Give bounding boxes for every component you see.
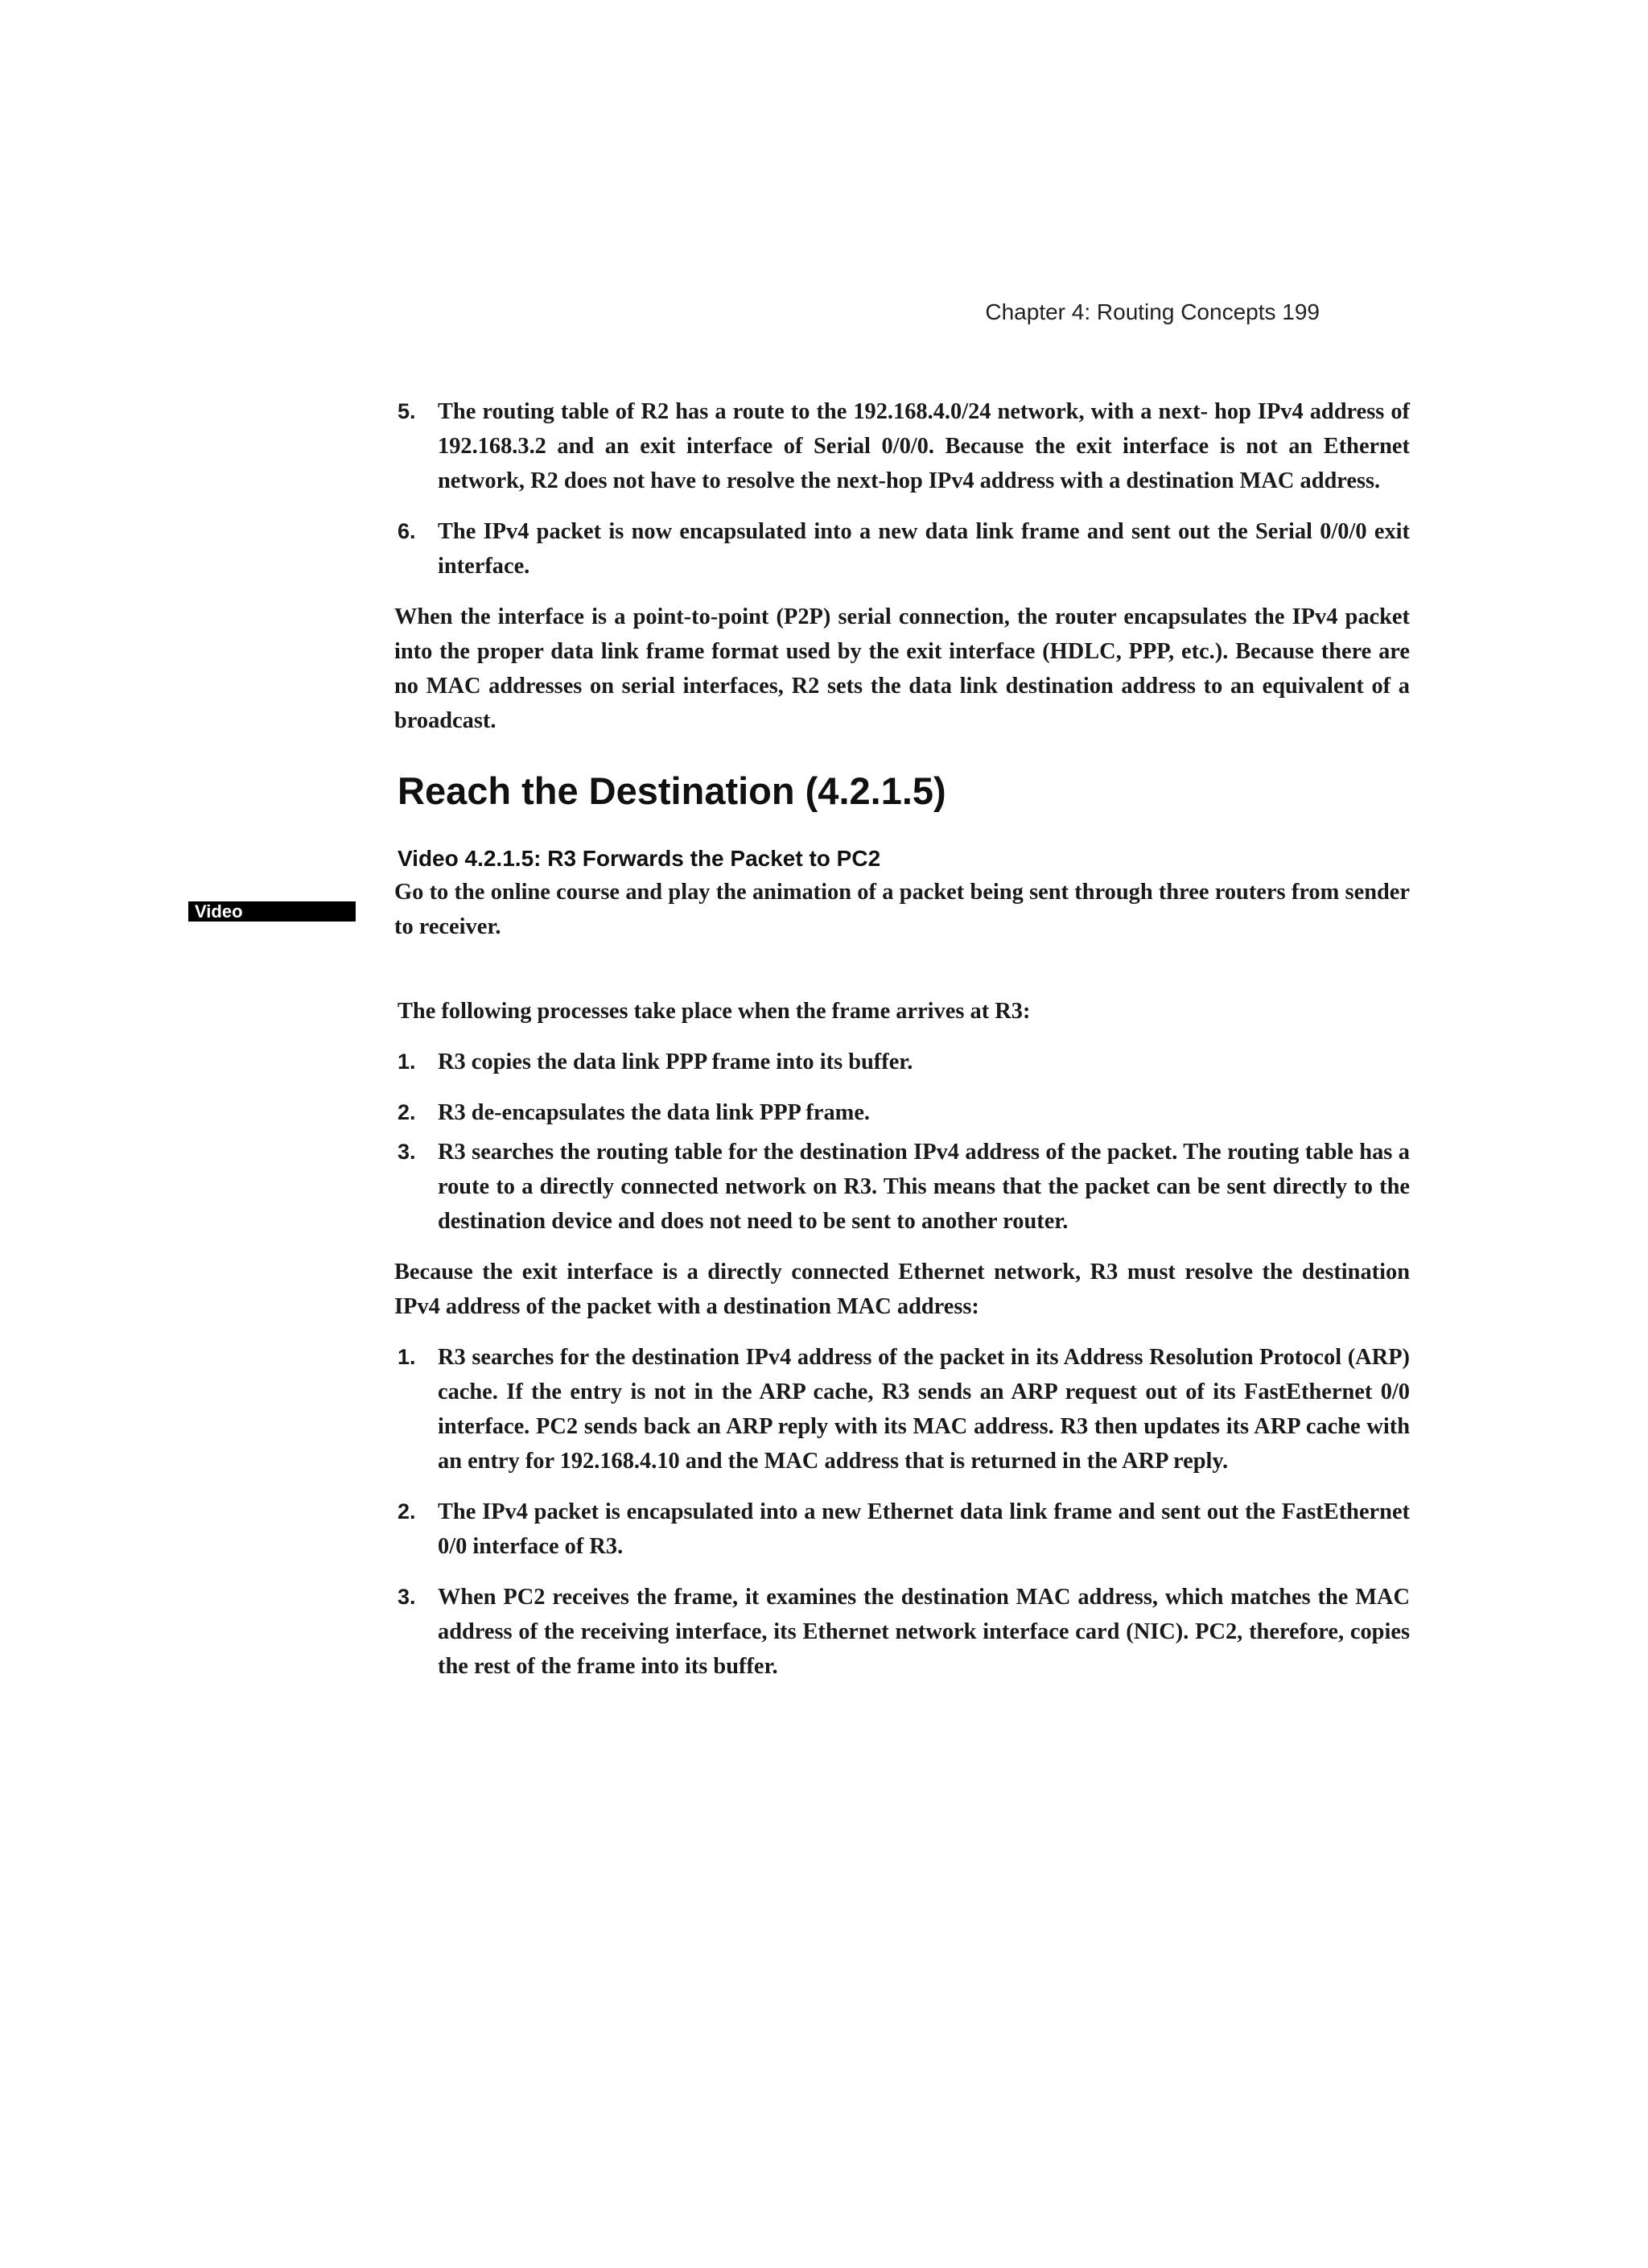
list-item-text: R3 de-encapsulates the data link PPP frame. bbox=[438, 1100, 871, 1125]
steps-list-arp bbox=[394, 1340, 1410, 1684]
list-item bbox=[394, 514, 1410, 583]
page-content bbox=[394, 394, 1410, 1700]
paragraph-ethernet: Because the exit interface is a directly connected Ethernet network, R3 must resolve the destination IPv4 address of the packet with a destination MAC address: bbox=[394, 1260, 1410, 1319]
list-item bbox=[394, 1495, 1410, 1564]
list-item bbox=[394, 1045, 1410, 1079]
list-item-text: R3 searches for the destination IPv4 address of the packet in its Address Resolution Protocol (ARP) cache. If the entry is not in the ARP cache, R3 sends an ARP request out of its FastEthernet 0/0 interface. PC2 sends back an ARP reply with its MAC address. R3 then updates its ARP cache with an entry for 192.168.4.10 and the MAC address that is returned in the ARP reply. bbox=[438, 1345, 1410, 1474]
steps-list-r3 bbox=[394, 1045, 1410, 1239]
list-item-text: The IPv4 packet is encapsulated into a new Ethernet data link frame and sent out the FastEthernet 0/0 interface of R3. bbox=[438, 1499, 1410, 1559]
list-number: 2. bbox=[398, 1499, 416, 1524]
list-number: 3. bbox=[398, 1140, 416, 1164]
list-item bbox=[394, 1340, 1410, 1478]
paragraph-p2p: When the interface is a point-to-point (P2P) serial connection, the router encapsulates the IPv4 packet into the proper data link frame format used by the exit interface (HDLC, PPP, etc.). Because there are no MAC addresses on serial interfaces, R2 sets the data link destination address to an equivalent of a broadcast. bbox=[394, 604, 1410, 733]
video-margin-tag: Video bbox=[188, 901, 356, 922]
list-item bbox=[394, 1095, 1410, 1130]
list-item-text: R3 searches the routing table for the destination IPv4 address of the packet. The routing table has a route to a directly connected network on R3. This means that the packet can be sent directly to the destination device and does not need to be sent to another router. bbox=[438, 1140, 1410, 1234]
list-item-text: R3 copies the data link PPP frame into its buffer. bbox=[438, 1049, 913, 1074]
list-item-text: The routing table of R2 has a route to the 192.168.4.0/24 network, with a next- hop IPv4 address of 192.168.3.2 and an exit interface of Serial 0/0/0. Because the exit interface is not an Ethernet network, R2 does not have to resolve the next-hop IPv4 address with a destination MAC address. bbox=[438, 399, 1410, 493]
list-item bbox=[394, 1580, 1410, 1684]
list-item bbox=[394, 394, 1410, 498]
paragraph-intro-r3: The following processes take place when the frame arrives at R3: bbox=[398, 999, 1031, 1024]
video-description: Go to the online course and play the animation of a packet being sent through three routers from sender to receiver. bbox=[394, 880, 1410, 939]
steps-list-r2 bbox=[394, 394, 1410, 583]
list-number: 3. bbox=[398, 1585, 416, 1609]
list-number: 1. bbox=[398, 1049, 416, 1074]
spacer bbox=[394, 960, 1410, 994]
running-head: Chapter 4: Routing Concepts 199 bbox=[985, 299, 1320, 324]
list-item-text: When PC2 receives the frame, it examines the destination MAC address, which matches the MAC address of the receiving interface, its Ethernet network interface card (NIC). PC2, therefore, copies the rest of the frame into its buffer. bbox=[438, 1585, 1410, 1679]
list-item bbox=[394, 1135, 1410, 1239]
list-number: 5. bbox=[398, 399, 416, 423]
list-item-text: The IPv4 packet is now encapsulated into a new data link frame and sent out the Serial 0/0/0 exit interface. bbox=[438, 519, 1410, 579]
video-title: Video 4.2.1.5: R3 Forwards the Packet to PC2 bbox=[398, 846, 881, 871]
section-heading: Reach the Destination (4.2.1.5) bbox=[398, 769, 946, 812]
list-number: 2. bbox=[398, 1100, 416, 1124]
list-number: 1. bbox=[398, 1345, 416, 1369]
list-number: 6. bbox=[398, 519, 416, 543]
